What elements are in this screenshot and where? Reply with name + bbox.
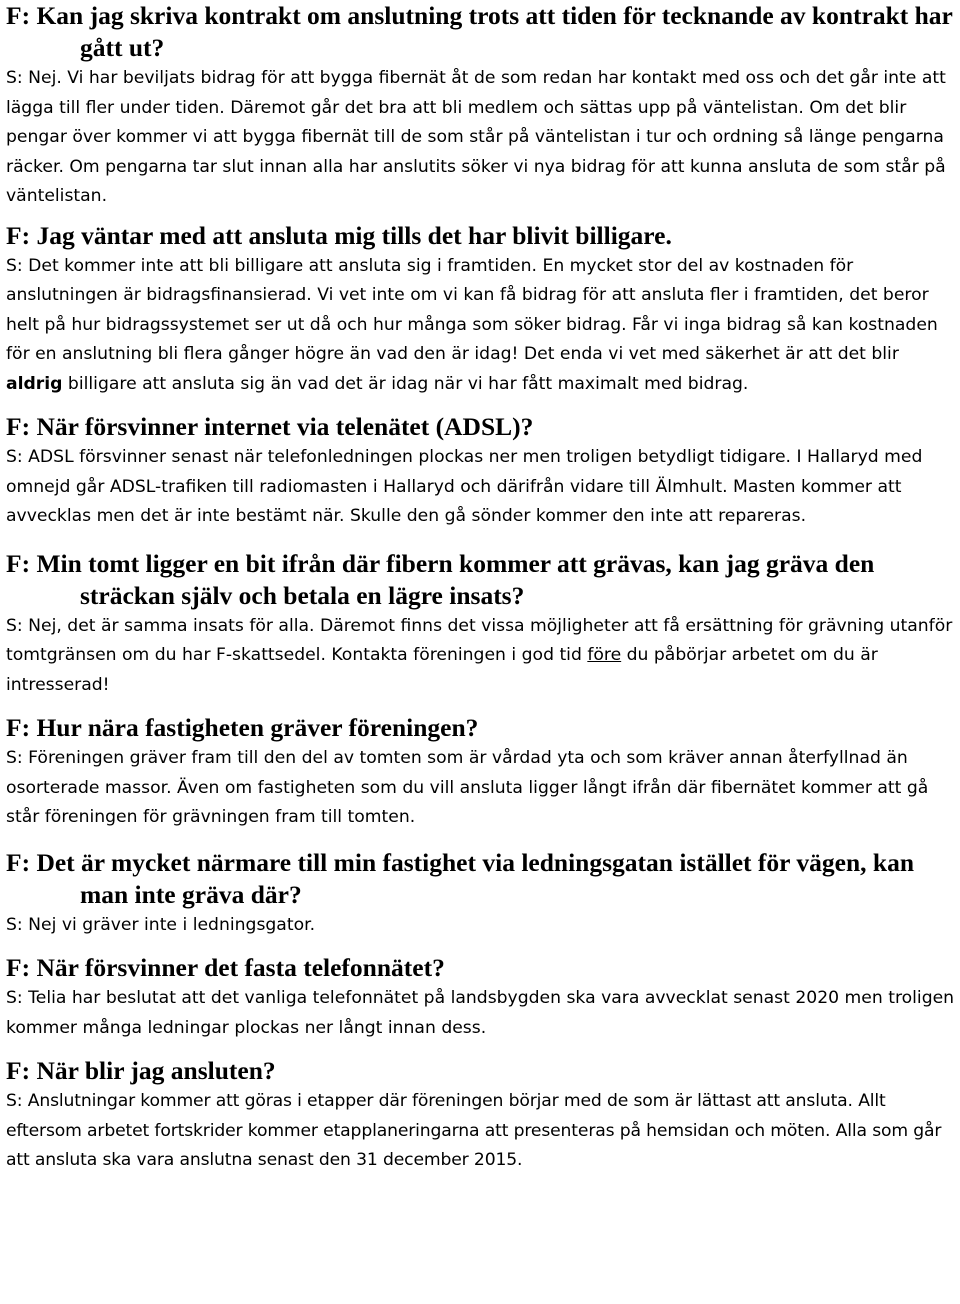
answer-text <box>6 443 956 532</box>
answer-text <box>6 252 956 400</box>
answer-text-part: S: Det kommer inte att bli billigare att ansluta sig i framtiden. En mycket stor del av kostnaden för anslutningen är bidragsfinansierad. Vi vet inte om vi kan få bidrag för att ansluta fler i framtiden, det beror helt på hur bidragssystemet ser ut då och hur många som söker bidrag. Får vi inga bidrag så kan kostnaden för en anslutning bli flera gånger högre än vad den är idag! Det enda vi vet med säkerhet är att det blir <box>6 255 938 364</box>
question-heading: F: När blir jag ansluten? <box>6 1056 276 1085</box>
faq-document <box>6 0 956 1176</box>
answer-text <box>6 64 956 212</box>
answer-text-part: S: Nej, det är samma insats för alla. Däremot finns det vissa möjligheter att få ersättning för grävning utanför tomtgränsen om du har F-skattsedel. Kontakta föreningen i god tid <box>6 615 953 665</box>
faq-item-wait-cheaper <box>6 220 956 400</box>
answer-text <box>6 984 956 1043</box>
question-heading: F: Hur nära fastigheten gräver föreningen? <box>6 713 479 742</box>
answer-text-part: S: Nej. Vi har beviljats bidrag för att bygga fibernät åt de som redan har kontakt med oss och det går inte att lägga till fler under tiden. Däremot går det bra att bli medlem och sättas upp på väntelistan. Om det blir pengar över kommer vi att bygga fibernät till de som står på väntelistan i tur och ordning så länge pengarna räcker. Om pengarna tar slut innan alla har anslutits söker vi nya bidrag för att kunna ansluta de som står på väntelistan. <box>6 68 946 206</box>
faq-item-when-connected <box>6 1055 956 1176</box>
question-heading: F: Jag väntar med att ansluta mig tills det har blivit billigare. <box>6 220 672 250</box>
faq-item-power-line <box>6 847 956 941</box>
answer-text <box>6 1087 956 1176</box>
answer-text-part: du påbörjar arbetet om du är intresserad! <box>6 645 878 695</box>
answer-text <box>6 744 956 833</box>
faq-item-contract-deadline <box>6 0 956 212</box>
question-heading: F: Min tomt ligger en bit ifrån där fibern kommer att grävas, kan jag gräva den sträckan själv och betala en lägre insats? <box>6 548 875 610</box>
answer-text-part: S: Nej vi gräver inte i ledningsgator. <box>6 914 316 935</box>
answer-text-part: S: Telia har beslutat att det vanliga telefonnätet på landsbygden ska vara avvecklat senast 2020 men troligen kommer många ledningar plockas ner långt innan dess. <box>6 988 955 1038</box>
answer-emphasis-underline: före <box>587 645 622 665</box>
faq-item-dig-distance <box>6 712 956 833</box>
question-heading: F: När försvinner det fasta telefonnätet? <box>6 953 445 982</box>
answer-text-part: billigare att ansluta sig än vad det är idag när vi har fått maximalt med bidrag. <box>62 373 749 394</box>
question-heading: F: Det är mycket närmare till min fastighet via ledningsgatan istället för vägen, kan man inte gräva där? <box>6 847 915 909</box>
answer-text-part: S: Föreningen gräver fram till den del av tomten som är vårdad yta och som kräver annan återfyllnad än osorterade massor. Även om fastigheten som du vill ansluta ligger långt ifrån där fibernätet kommer att gå står föreningen för grävningen fram till tomten. <box>6 748 929 827</box>
answer-text <box>6 911 956 941</box>
answer-emphasis-bold: aldrig <box>6 373 63 394</box>
faq-item-dig-myself <box>6 548 956 701</box>
answer-text <box>6 612 956 701</box>
faq-item-adsl <box>6 411 956 532</box>
question-heading: F: Kan jag skriva kontrakt om anslutning trots att tiden för tecknande av kontrakt har gått ut? <box>6 1 953 62</box>
question-heading: F: När försvinner internet via telenätet (ADSL)? <box>6 412 534 441</box>
answer-text-part: S: Anslutningar kommer att göras i etapper där föreningen börjar med de som är lättast att ansluta. Allt eftersom arbetet fortskrider kommer etapplaneringarna att presenteras på hemsidan och möten. Alla som går att ansluta ska vara anslutna senast den 31 december 2015. <box>6 1091 942 1170</box>
faq-item-phone-network <box>6 952 956 1043</box>
answer-text-part: S: ADSL försvinner senast när telefonledningen plockas ner men troligen betydligt tidigare. I Hallaryd med omnejd går ADSL-trafiken till radiomasten i Hallaryd och därifrån vidare till Älmhult. Masten kommer att avvecklas men det är inte bestämt när. Skulle den gå sönder kommer den inte att repareras. <box>6 447 923 526</box>
